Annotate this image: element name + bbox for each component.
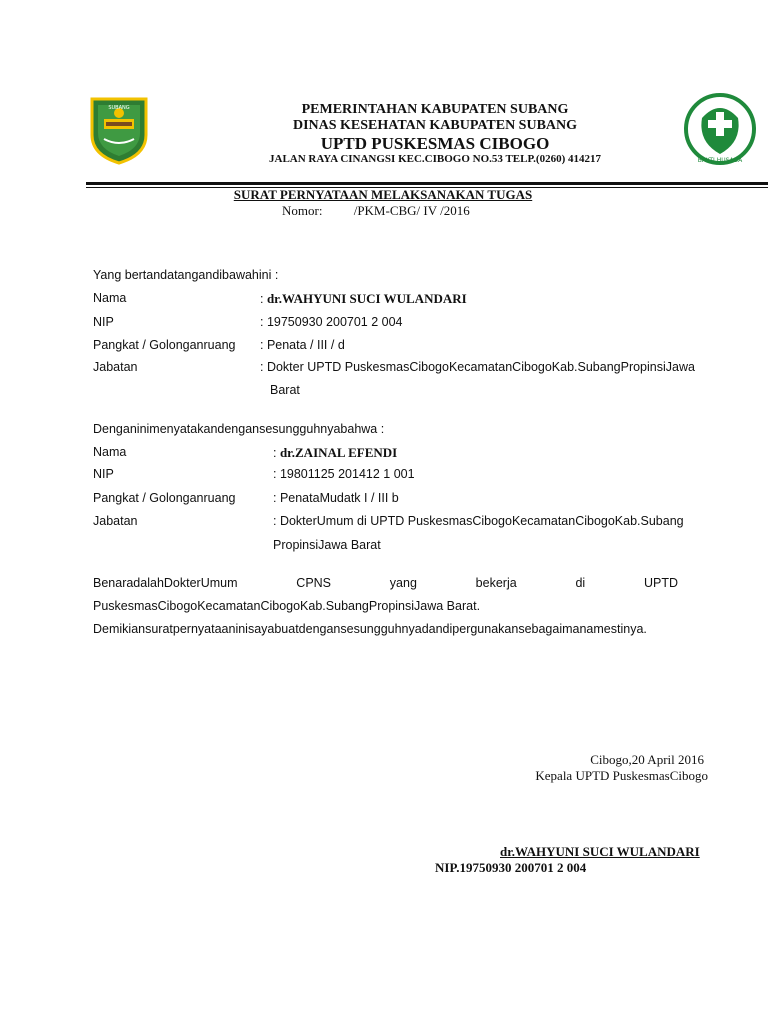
signatory-name: dr.WAHYUNI SUCI WULANDARI — [500, 844, 700, 859]
statement-line3: Demikiansuratpernyataaninisayabuatdengansesungguhnyadandipergunakansebagaimanamestinya. — [93, 622, 647, 636]
statement-line2: PuskesmasCibogoKecamatanCibogoKab.SubangPropinsiJawa Barat. — [93, 599, 481, 613]
section1-name-value: : dr.WAHYUNI SUCI WULANDARI — [260, 291, 467, 306]
section1-nip-label: NIP — [93, 315, 114, 329]
section1-nip-value: : 19750930 200701 2 004 — [260, 315, 403, 329]
header-address: JALAN RAYA CINANGSI KEC.CIBOGO NO.53 TELP.(0260) 414217 — [269, 153, 601, 165]
header-divider-thick — [86, 182, 768, 185]
section2-nip-value: : 19801125 201412 1 001 — [273, 467, 415, 481]
section2-name: dr.ZAINAL EFENDI — [279, 445, 398, 460]
header-institution: UPTD PUSKESMAS CIBOGO — [320, 134, 550, 153]
nomor-value: /PKM-CBG/ IV /2016 — [353, 203, 470, 218]
nomor-label: Nomor: — [282, 203, 323, 218]
section2-position-value: : DokterUmum di UPTD PuskesmasCibogoKecamatanCibogoKab.Subang — [273, 514, 684, 528]
document-number — [282, 203, 470, 219]
section1-position-value-cont: Barat — [270, 383, 300, 397]
section2-position-label: Jabatan — [93, 514, 138, 528]
section2-intro: Denganinimenyatakandengansesungguhnyabahwa : — [93, 422, 385, 436]
signatory-nip: NIP.19750930 200701 2 004 — [435, 860, 587, 875]
section1-position-label: Jabatan — [93, 360, 138, 374]
subang-logo — [88, 95, 150, 165]
section2-nip-label: NIP — [93, 467, 114, 481]
section1-intro: Yang bertandatangandibawahini : — [93, 268, 279, 282]
section1-rank-value: : Penata / III / d — [260, 338, 345, 352]
section1-rank-label: Pangkat / Golonganruang — [93, 338, 236, 352]
document-title: SURAT PERNYATAAN MELAKSANAKAN TUGAS — [233, 187, 533, 202]
section2-rank-value: : PenataMudatk I / III b — [273, 491, 399, 505]
header-agency: DINAS KESEHATAN KABUPATEN SUBANG — [292, 118, 578, 133]
signature-position: Kepala UPTD PuskesmasCibogo — [535, 768, 708, 783]
logo-right-text: BAKTI HUSADA — [697, 157, 743, 164]
logo-left-text: SUBANG — [108, 105, 130, 111]
bakti-husada-logo — [680, 88, 760, 170]
signature-place-date: Cibogo,20 April 2016 — [590, 752, 704, 767]
statement-line1: BenaradalahDokterUmum CPNS yang bekerja di UPTD — [93, 576, 678, 590]
section2-name-label: Nama — [93, 445, 127, 459]
section1-position-value: : Dokter UPTD PuskesmasCibogoKecamatanCibogoKab.SubangPropinsiJawa — [260, 360, 695, 374]
section2-position-value-cont: PropinsiJawa Barat — [273, 538, 381, 552]
header-government: PEMERINTAHAN KABUPATEN SUBANG — [301, 102, 569, 117]
section2-rank-label: Pangkat / Golonganruang — [93, 491, 236, 505]
section1-name-label: Nama — [93, 291, 127, 305]
section1-name: dr.WAHYUNI SUCI WULANDARI — [266, 291, 467, 306]
section2-name-value: : dr.ZAINAL EFENDI — [273, 445, 398, 460]
